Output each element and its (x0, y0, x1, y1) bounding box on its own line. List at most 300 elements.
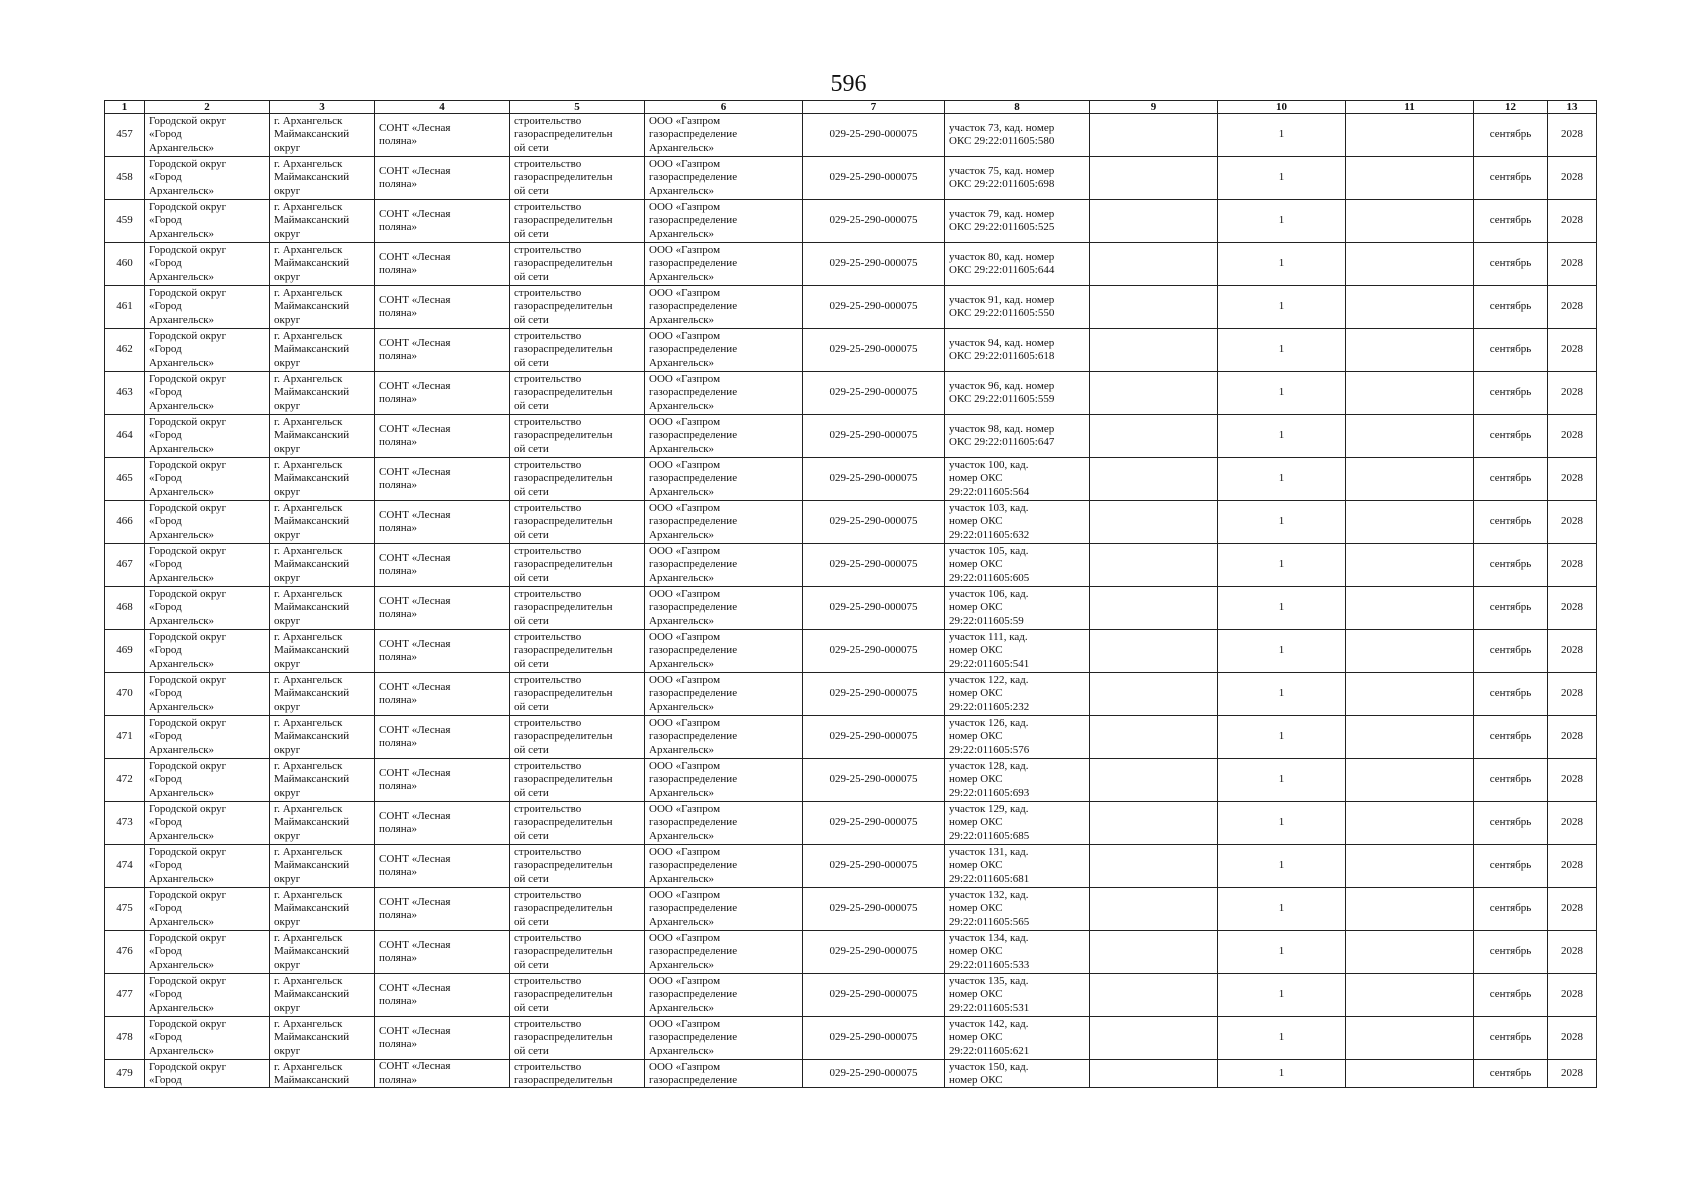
object-code-cell-text: 029-25-290-000075 (829, 644, 918, 657)
quantity-cell-text: 1 (1278, 128, 1285, 141)
row-number-cell (105, 845, 145, 888)
district-cell (145, 845, 270, 888)
column-header: 4 (375, 101, 510, 114)
column-header: 7 (803, 101, 945, 114)
object-cell (375, 587, 510, 630)
column-9-cell (1090, 845, 1218, 888)
row-number-cell-text: 473 (116, 816, 133, 829)
company-cell-text: ООО «Газпром газораспределение Архангельск» (649, 115, 738, 154)
object-cell-text: СОНТ «Лесная поляна» (379, 164, 451, 190)
quantity-cell (1218, 587, 1346, 630)
column-11-cell (1346, 1060, 1474, 1088)
locality-cell-text: г. Архангельск Маймаксанский округ (274, 287, 350, 326)
row-number-cell-text: 478 (116, 1031, 133, 1044)
column-11-cell (1346, 759, 1474, 802)
plot-cell (945, 286, 1090, 329)
object-cell (375, 888, 510, 931)
work-type-cell (510, 157, 645, 200)
object-code-cell-text: 029-25-290-000075 (829, 429, 918, 442)
column-9-cell (1090, 243, 1218, 286)
month-cell (1474, 974, 1548, 1017)
month-cell (1474, 716, 1548, 759)
row-number-cell (105, 1017, 145, 1060)
object-code-cell (803, 1060, 945, 1088)
row-number-cell (105, 372, 145, 415)
object-code-cell-text: 029-25-290-000075 (829, 730, 918, 743)
work-type-cell-text: строительство газораспределительн ой сети (514, 803, 613, 842)
quantity-cell (1218, 329, 1346, 372)
work-type-cell (510, 501, 645, 544)
district-cell-text: Городской округ «Город Архангельск» (149, 287, 227, 326)
column-9-cell (1090, 501, 1218, 544)
object-code-cell-text: 029-25-290-000075 (829, 859, 918, 872)
object-cell (375, 931, 510, 974)
table-row (105, 286, 1597, 329)
object-cell-text: СОНТ «Лесная поляна» (379, 852, 451, 878)
locality-cell (270, 931, 375, 974)
company-cell (645, 630, 803, 673)
work-type-cell-text: строительство газораспределительн ой сети (514, 287, 613, 326)
company-cell-text: ООО «Газпром газораспределение Архангельск» (649, 1018, 738, 1057)
year-cell-text: 2028 (1561, 687, 1583, 700)
row-number-cell-text: 465 (116, 472, 133, 485)
row-number-cell-text: 460 (116, 257, 133, 270)
column-header: 13 (1548, 101, 1597, 114)
district-cell-text: Городской округ «Город Архангельск» (149, 760, 227, 799)
object-cell-text: СОНТ «Лесная поляна» (379, 938, 451, 964)
plot-cell-text: участок 96, кад. номер ОКС 29:22:011605:559 (949, 379, 1055, 405)
row-number-cell (105, 888, 145, 931)
district-cell-text: Городской округ «Город Архангельск» (149, 932, 227, 971)
company-cell (645, 415, 803, 458)
column-11-cell (1346, 587, 1474, 630)
year-cell-text: 2028 (1561, 988, 1583, 1001)
object-cell-text: СОНТ «Лесная поляна» (379, 508, 451, 534)
quantity-cell-text: 1 (1278, 1066, 1285, 1079)
quantity-cell (1218, 200, 1346, 243)
month-cell (1474, 415, 1548, 458)
district-cell-text: Городской округ «Город Архангельск» (149, 459, 227, 498)
column-header: 1 (105, 101, 145, 114)
month-cell-text: сентябрь (1489, 515, 1532, 528)
month-cell-text: сентябрь (1489, 644, 1532, 657)
month-cell-text: сентябрь (1489, 730, 1532, 743)
plot-cell-text: участок 79, кад. номер ОКС 29:22:011605:525 (949, 207, 1055, 233)
plot-cell-text: участок 98, кад. номер ОКС 29:22:011605:647 (949, 422, 1055, 448)
object-code-cell-text: 029-25-290-000075 (829, 1066, 918, 1079)
district-cell (145, 501, 270, 544)
column-header: 12 (1474, 101, 1548, 114)
year-cell-text: 2028 (1561, 558, 1583, 571)
quantity-cell-text: 1 (1278, 472, 1285, 485)
district-cell (145, 673, 270, 716)
work-type-cell-text: строительство газораспределительн ой сети (514, 588, 613, 627)
object-code-cell (803, 587, 945, 630)
company-cell-text: ООО «Газпром газораспределение Архангельск» (649, 760, 738, 799)
row-number-cell (105, 329, 145, 372)
year-cell (1548, 458, 1597, 501)
object-code-cell (803, 1017, 945, 1060)
district-cell (145, 157, 270, 200)
district-cell (145, 329, 270, 372)
object-cell-text: СОНТ «Лесная поляна» (379, 1024, 451, 1050)
locality-cell-text: г. Архангельск Маймаксанский округ (274, 889, 350, 928)
object-code-cell (803, 501, 945, 544)
month-cell-text: сентябрь (1489, 171, 1532, 184)
company-cell (645, 673, 803, 716)
object-code-cell (803, 329, 945, 372)
table-row (105, 458, 1597, 501)
object-cell (375, 1060, 510, 1088)
table-row (105, 716, 1597, 759)
column-11-cell (1346, 501, 1474, 544)
column-header: 5 (510, 101, 645, 114)
plot-cell (945, 114, 1090, 157)
month-cell (1474, 329, 1548, 372)
company-cell-text: ООО «Газпром газораспределение Архангельск» (649, 889, 738, 928)
company-cell (645, 1060, 803, 1088)
month-cell-text: сентябрь (1489, 214, 1532, 227)
locality-cell-text: г. Архангельск Маймаксанский округ (274, 502, 350, 541)
row-number-cell (105, 802, 145, 845)
work-type-cell-text: строительство газораспределительн ой сети (514, 244, 613, 283)
quantity-cell (1218, 501, 1346, 544)
year-cell-text: 2028 (1561, 859, 1583, 872)
district-cell-text: Городской округ «Город Архангельск» (149, 717, 227, 756)
locality-cell-text: г. Архангельск Маймаксанский округ (274, 717, 350, 756)
column-11-cell (1346, 845, 1474, 888)
locality-cell (270, 458, 375, 501)
row-number-cell (105, 716, 145, 759)
year-cell-text: 2028 (1561, 171, 1583, 184)
quantity-cell (1218, 802, 1346, 845)
column-11-cell (1346, 372, 1474, 415)
work-type-cell-text: строительство газораспределительн ой сети (514, 201, 613, 240)
plot-cell-text: участок 134, кад. номер ОКС 29:22:011605:533 (949, 932, 1030, 971)
district-cell (145, 114, 270, 157)
column-11-cell (1346, 415, 1474, 458)
column-11-cell (1346, 974, 1474, 1017)
locality-cell (270, 974, 375, 1017)
column-11-cell (1346, 458, 1474, 501)
object-cell-text: СОНТ «Лесная поляна» (379, 809, 451, 835)
object-code-cell (803, 673, 945, 716)
work-type-cell-text: строительство газораспределительн ой сети (514, 115, 613, 154)
district-cell-text: Городской округ «Город (149, 1060, 227, 1086)
locality-cell-text: г. Архангельск Маймаксанский округ (274, 588, 350, 627)
work-type-cell (510, 716, 645, 759)
locality-cell (270, 329, 375, 372)
table-row (105, 243, 1597, 286)
company-cell-text: ООО «Газпром газораспределение Архангельск» (649, 588, 738, 627)
year-cell (1548, 802, 1597, 845)
plot-cell-text: участок 106, кад. номер ОКС 29:22:011605:59 (949, 588, 1029, 627)
table-row (105, 544, 1597, 587)
month-cell (1474, 931, 1548, 974)
locality-cell (270, 630, 375, 673)
district-cell-text: Городской округ «Город Архангельск» (149, 201, 227, 240)
plot-cell (945, 329, 1090, 372)
year-cell-text: 2028 (1561, 816, 1583, 829)
object-code-cell-text: 029-25-290-000075 (829, 601, 918, 614)
year-cell (1548, 845, 1597, 888)
object-cell (375, 372, 510, 415)
plot-cell-text: участок 132, кад. номер ОКС 29:22:011605:565 (949, 889, 1030, 928)
plot-cell (945, 716, 1090, 759)
object-cell-text: СОНТ «Лесная поляна» (379, 981, 451, 1007)
plot-cell (945, 1017, 1090, 1060)
company-cell-text: ООО «Газпром газораспределение Архангельск» (649, 846, 738, 885)
column-11-cell (1346, 931, 1474, 974)
column-header: 9 (1090, 101, 1218, 114)
locality-cell-text: г. Архангельск Маймаксанский округ (274, 760, 350, 799)
plot-cell-text: участок 105, кад. номер ОКС 29:22:011605:605 (949, 545, 1030, 584)
quantity-cell (1218, 673, 1346, 716)
quantity-cell (1218, 458, 1346, 501)
month-cell (1474, 845, 1548, 888)
year-cell-text: 2028 (1561, 214, 1583, 227)
column-9-cell (1090, 157, 1218, 200)
locality-cell-text: г. Архангельск Маймаксанский округ (274, 373, 350, 412)
work-type-cell (510, 802, 645, 845)
column-11-cell (1346, 157, 1474, 200)
company-cell-text: ООО «Газпром газораспределение Архангельск» (649, 287, 738, 326)
year-cell (1548, 888, 1597, 931)
plot-cell-text: участок 111, кад. номер ОКС 29:22:011605:541 (949, 631, 1030, 670)
year-cell (1548, 759, 1597, 802)
month-cell-text: сентябрь (1489, 687, 1532, 700)
quantity-cell (1218, 845, 1346, 888)
year-cell-text: 2028 (1561, 773, 1583, 786)
object-cell-text: СОНТ «Лесная поляна» (379, 207, 451, 233)
plot-cell-text: участок 150, кад. номер ОКС (949, 1060, 1029, 1086)
object-cell-text: СОНТ «Лесная поляна» (379, 422, 451, 448)
year-cell (1548, 716, 1597, 759)
plot-cell (945, 759, 1090, 802)
company-cell (645, 544, 803, 587)
row-number-cell (105, 587, 145, 630)
locality-cell (270, 157, 375, 200)
district-cell (145, 200, 270, 243)
company-cell (645, 931, 803, 974)
work-type-cell (510, 974, 645, 1017)
object-cell (375, 1017, 510, 1060)
district-cell (145, 587, 270, 630)
locality-cell-text: г. Архангельск Маймаксанский округ (274, 674, 350, 713)
plot-cell-text: участок 75, кад. номер ОКС 29:22:011605:698 (949, 164, 1055, 190)
object-code-cell (803, 845, 945, 888)
table-row (105, 802, 1597, 845)
row-number-cell (105, 501, 145, 544)
locality-cell-text: г. Архангельск Маймаксанский округ (274, 158, 350, 197)
plot-cell-text: участок 91, кад. номер ОКС 29:22:011605:550 (949, 293, 1055, 319)
month-cell-text: сентябрь (1489, 1066, 1532, 1079)
month-cell-text: сентябрь (1489, 472, 1532, 485)
column-11-cell (1346, 630, 1474, 673)
quantity-cell-text: 1 (1278, 429, 1285, 442)
work-type-cell (510, 200, 645, 243)
plot-cell-text: участок 131, кад. номер ОКС 29:22:011605:681 (949, 846, 1030, 885)
object-code-cell-text: 029-25-290-000075 (829, 945, 918, 958)
object-code-cell (803, 458, 945, 501)
month-cell-text: сентябрь (1489, 128, 1532, 141)
month-cell (1474, 1060, 1548, 1088)
month-cell-text: сентябрь (1489, 257, 1532, 270)
district-cell-text: Городской округ «Город Архангельск» (149, 631, 227, 670)
company-cell-text: ООО «Газпром газораспределение Архангельск» (649, 502, 738, 541)
column-11-cell (1346, 1017, 1474, 1060)
row-number-cell-text: 475 (116, 902, 133, 915)
object-code-cell-text: 029-25-290-000075 (829, 773, 918, 786)
column-9-cell (1090, 372, 1218, 415)
month-cell (1474, 630, 1548, 673)
object-cell (375, 501, 510, 544)
object-cell-text: СОНТ «Лесная поляна» (379, 680, 451, 706)
table-row (105, 845, 1597, 888)
plot-cell (945, 974, 1090, 1017)
year-cell-text: 2028 (1561, 730, 1583, 743)
object-code-cell (803, 415, 945, 458)
row-number-cell-text: 457 (116, 128, 133, 141)
object-code-cell-text: 029-25-290-000075 (829, 257, 918, 270)
work-type-cell (510, 458, 645, 501)
locality-cell (270, 1017, 375, 1060)
month-cell-text: сентябрь (1489, 601, 1532, 614)
table-row (105, 329, 1597, 372)
object-cell (375, 974, 510, 1017)
quantity-cell (1218, 286, 1346, 329)
object-cell-text: СОНТ «Лесная поляна» (379, 121, 451, 147)
month-cell-text: сентябрь (1489, 859, 1532, 872)
locality-cell (270, 587, 375, 630)
company-cell-text: ООО «Газпром газораспределение Архангельск» (649, 803, 738, 842)
year-cell-text: 2028 (1561, 1066, 1583, 1079)
object-code-cell (803, 974, 945, 1017)
object-cell (375, 630, 510, 673)
work-type-cell-text: строительство газораспределительн ой сети (514, 158, 613, 197)
object-code-cell (803, 157, 945, 200)
year-cell (1548, 673, 1597, 716)
column-9-cell (1090, 630, 1218, 673)
object-cell (375, 200, 510, 243)
month-cell-text: сентябрь (1489, 902, 1532, 915)
column-header: 10 (1218, 101, 1346, 114)
company-cell-text: ООО «Газпром газораспределение Архангельск» (649, 330, 738, 369)
work-type-cell-text: строительство газораспределительн ой сети (514, 932, 613, 971)
locality-cell-text: г. Архангельск Маймаксанский округ (274, 115, 350, 154)
column-9-cell (1090, 802, 1218, 845)
year-cell-text: 2028 (1561, 128, 1583, 141)
company-cell (645, 458, 803, 501)
column-9-cell (1090, 716, 1218, 759)
object-cell (375, 329, 510, 372)
column-9-cell (1090, 673, 1218, 716)
object-cell-text: СОНТ «Лесная поляна» (379, 379, 451, 405)
column-11-cell (1346, 243, 1474, 286)
row-number-cell-text: 472 (116, 773, 133, 786)
row-number-cell-text: 462 (116, 343, 133, 356)
company-cell (645, 286, 803, 329)
quantity-cell (1218, 716, 1346, 759)
work-type-cell (510, 931, 645, 974)
district-cell-text: Городской округ «Город Архангельск» (149, 502, 227, 541)
table-row (105, 157, 1597, 200)
object-cell (375, 759, 510, 802)
object-code-cell-text: 029-25-290-000075 (829, 988, 918, 1001)
work-type-cell (510, 587, 645, 630)
work-type-cell-text: строительство газораспределительн ой сети (514, 674, 613, 713)
table-row (105, 501, 1597, 544)
row-number-cell (105, 114, 145, 157)
column-number-row (105, 101, 1597, 114)
month-cell-text: сентябрь (1489, 558, 1532, 571)
quantity-cell (1218, 974, 1346, 1017)
row-number-cell-text: 470 (116, 687, 133, 700)
plot-cell (945, 501, 1090, 544)
company-cell-text: ООО «Газпром газораспределение Архангельск» (649, 975, 738, 1014)
plot-cell (945, 845, 1090, 888)
district-cell-text: Городской округ «Город Архангельск» (149, 373, 227, 412)
work-type-cell-text: строительство газораспределительн ой сети (514, 975, 613, 1014)
locality-cell (270, 673, 375, 716)
column-11-cell (1346, 544, 1474, 587)
locality-cell-text: г. Архангельск Маймаксанский округ (274, 330, 350, 369)
year-cell-text: 2028 (1561, 902, 1583, 915)
row-number-cell (105, 974, 145, 1017)
locality-cell-text: г. Архангельск Маймаксанский округ (274, 201, 350, 240)
object-code-cell-text: 029-25-290-000075 (829, 343, 918, 356)
object-cell-text: СОНТ «Лесная поляна» (379, 895, 451, 921)
district-cell (145, 630, 270, 673)
district-cell (145, 243, 270, 286)
company-cell (645, 243, 803, 286)
locality-cell (270, 1060, 375, 1088)
month-cell (1474, 888, 1548, 931)
object-code-cell (803, 716, 945, 759)
column-9-cell (1090, 415, 1218, 458)
column-9-cell (1090, 286, 1218, 329)
year-cell (1548, 243, 1597, 286)
locality-cell (270, 802, 375, 845)
work-type-cell-text: строительство газораспределительн ой сети (514, 373, 613, 412)
object-code-cell (803, 544, 945, 587)
year-cell-text: 2028 (1561, 644, 1583, 657)
work-type-cell-text: строительство газораспределительн ой сети (514, 889, 613, 928)
district-cell-text: Городской округ «Город Архангельск» (149, 1018, 227, 1057)
year-cell (1548, 157, 1597, 200)
quantity-cell-text: 1 (1278, 515, 1285, 528)
locality-cell (270, 501, 375, 544)
year-cell-text: 2028 (1561, 515, 1583, 528)
company-cell-text: ООО «Газпром газораспределение Архангельск» (649, 201, 738, 240)
table-row (105, 415, 1597, 458)
locality-cell-text: г. Архангельск Маймаксанский округ (274, 416, 350, 455)
work-type-cell (510, 243, 645, 286)
company-cell-text: ООО «Газпром газораспределение Архангельск» (649, 631, 738, 670)
month-cell (1474, 286, 1548, 329)
object-cell-text: СОНТ «Лесная поляна» (379, 1060, 451, 1086)
table-row (105, 1060, 1597, 1088)
year-cell (1548, 544, 1597, 587)
object-cell (375, 415, 510, 458)
company-cell (645, 372, 803, 415)
month-cell (1474, 157, 1548, 200)
column-11-cell (1346, 716, 1474, 759)
month-cell (1474, 1017, 1548, 1060)
district-cell (145, 286, 270, 329)
row-number-cell (105, 243, 145, 286)
company-cell (645, 329, 803, 372)
